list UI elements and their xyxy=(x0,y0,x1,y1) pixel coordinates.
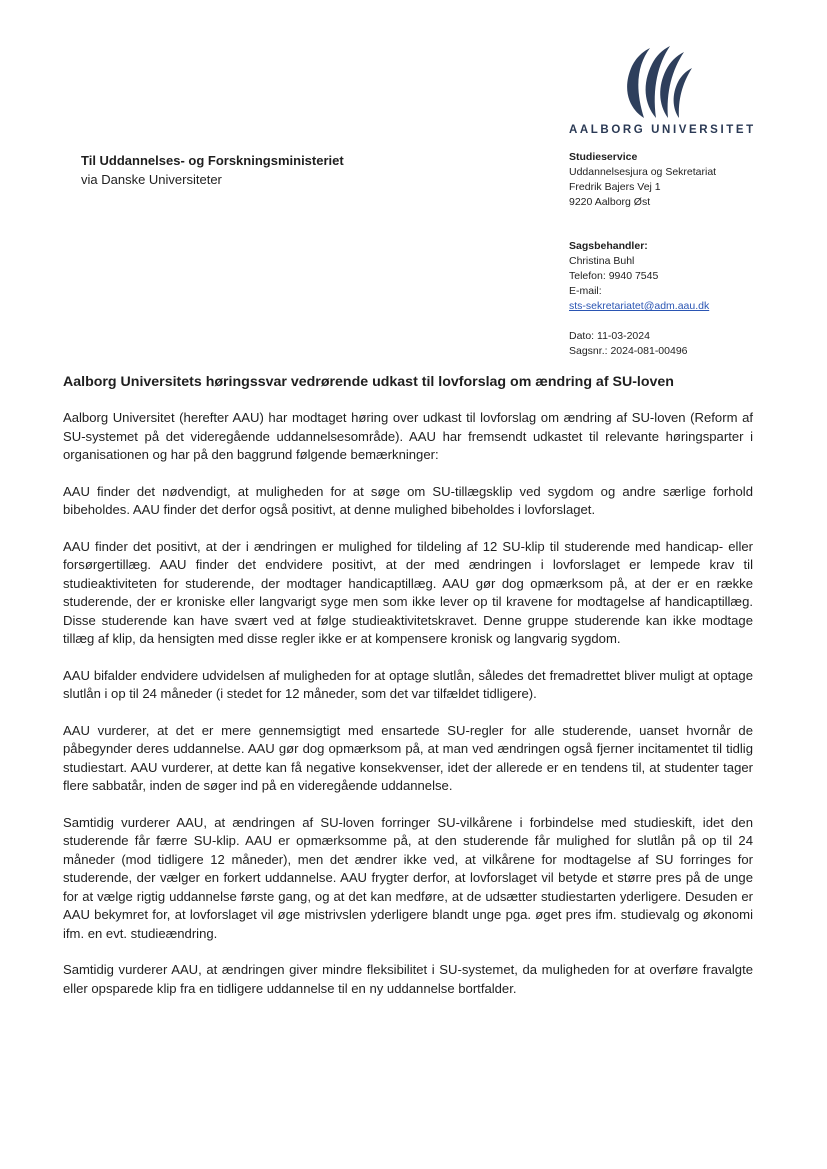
paragraph: Samtidig vurderer AAU, at ændringen af SU-loven forringer SU-vilkårene i forbindelse med studieskift, idet den studerende får færre SU-klip. AAU er opmærksomme på, at den studerende får mulighed for slutlån på op til 24 måneder (mod tidligere 12 måneder), men det ændrer ikke ved, at vilkårene for modtagelse af SU forringes for studerende, der vælger en forkert uddannelse. AAU frygter derfor, at lovforslaget vil betyde et større pres på de unge for at vælge rigtig uddannelse første gang, og at det kan medføre, at de udsætter studiestarten yderligere. Desuden er AAU bekymret for, at lovforslaget vil øge mistrivslen yderligere blandt unge pga. øget pres ifm. studievalg og økonomi ifm. en evt. studieændring. xyxy=(63,814,753,941)
paragraph: AAU finder det positivt, at der i ændringen er mulighed for tildeling af 12 SU-klip til studerende med handicap- eller forsørgertillæg. AAU finder det endvidere positivt, at der med ændringen i lovforslaget er lempede krav til studieaktiviteten for studerende, der modtager handicaptillæg. AAU gør dog opmærksom på, at der er en række studerende, der er kroniske eller langvarigt syge men som ikke lever op til kravene for modtagelse af handicaptillæg. Disse studerende kan have svært ved at følge studieaktivitetskravet. Denne gruppe studerende kan ikke modtage tillæg af klip, da hensigten med disse regler ikke er at kompensere kronisk og langvarig sygdom. xyxy=(63,538,753,646)
university-name: AALBORG UNIVERSITET xyxy=(569,124,756,136)
sender-city: 9220 Aalborg Øst xyxy=(569,196,651,208)
sender-street: Fredrik Bajers Vej 1 xyxy=(569,181,661,193)
paragraph: Samtidig vurderer AAU, at ændringen giver mindre fleksibilitet i SU-systemet, da muligheden for at overføre fravalgte eller opsparede klip fra en tidligere uddannelse til en ny uddannelse bortfalder. xyxy=(63,962,753,996)
paragraph: Aalborg Universitet (herefter AAU) har modtaget høring over udkast til lovforslag om ændring af SU-loven (Reform af SU-systemet på det videregående uddannelsesområde). AAU har fremsendt udkastet til relevante høringsparter i organisationen og har på den baggrund følgende bemærkninger: xyxy=(63,410,753,462)
email-label: E-mail: xyxy=(569,285,602,297)
recipient-to: Til Uddannelses- og Forskningsministeriet xyxy=(81,153,344,168)
sender-department: Studieservice xyxy=(569,151,638,163)
case-number: Sagsnr.: 2024-081-00496 xyxy=(569,345,688,357)
recipient-block xyxy=(81,151,344,189)
recipient-via: via Danske Universiteter xyxy=(81,172,222,187)
paragraph: AAU vurderer, at det er mere gennemsigtigt med ensartede SU-regler for alle studerende, uanset hvornår de påbegynder deres uddannelse. AAU gør dog opmærksom på, at man ved ændringen også fjerner incitamentet til tidlig studiestart. AAU vurderer, at dette kan få negative konsekvenser, idet der allerede er en tendens til, at studenter tager flere sabbatår, inden de søger ind på en videregående uddannelse. xyxy=(63,722,753,793)
paragraph: AAU finder det nødvendigt, at muligheden for at søge om SU-tillægsklip ved sygdom og andre særlige forhold bibeholdes. AAU finder det derfor også positivt, at denne mulighed bibeholdes i lovforslaget. xyxy=(63,483,753,517)
sender-phone: Telefon: 9940 7545 xyxy=(569,270,659,282)
paragraph: AAU bifalder endvidere udvidelsen af muligheden for at optage slutlån, således det fremadrettet bliver muligt at optage slutlån i op til 24 måneder (i stedet for 12 måneder, som det var tilfældet tidligere). xyxy=(63,667,753,701)
sender-block xyxy=(569,150,789,359)
email-link[interactable]: sts-sekretariatet@adm.aau.dk xyxy=(569,300,710,312)
case-handler-label: Sagsbehandler: xyxy=(569,240,648,252)
document-title: Aalborg Universitets høringssvar vedrørende udkast til lovforslag om ændring af SU-loven xyxy=(63,374,674,390)
case-handler-name: Christina Buhl xyxy=(569,255,635,267)
document-body xyxy=(63,409,753,1016)
document-date: Dato: 11-03-2024 xyxy=(569,330,650,342)
sender-unit: Uddannelsesjura og Sekretariat xyxy=(569,166,717,178)
aau-logo-icon xyxy=(614,42,694,122)
